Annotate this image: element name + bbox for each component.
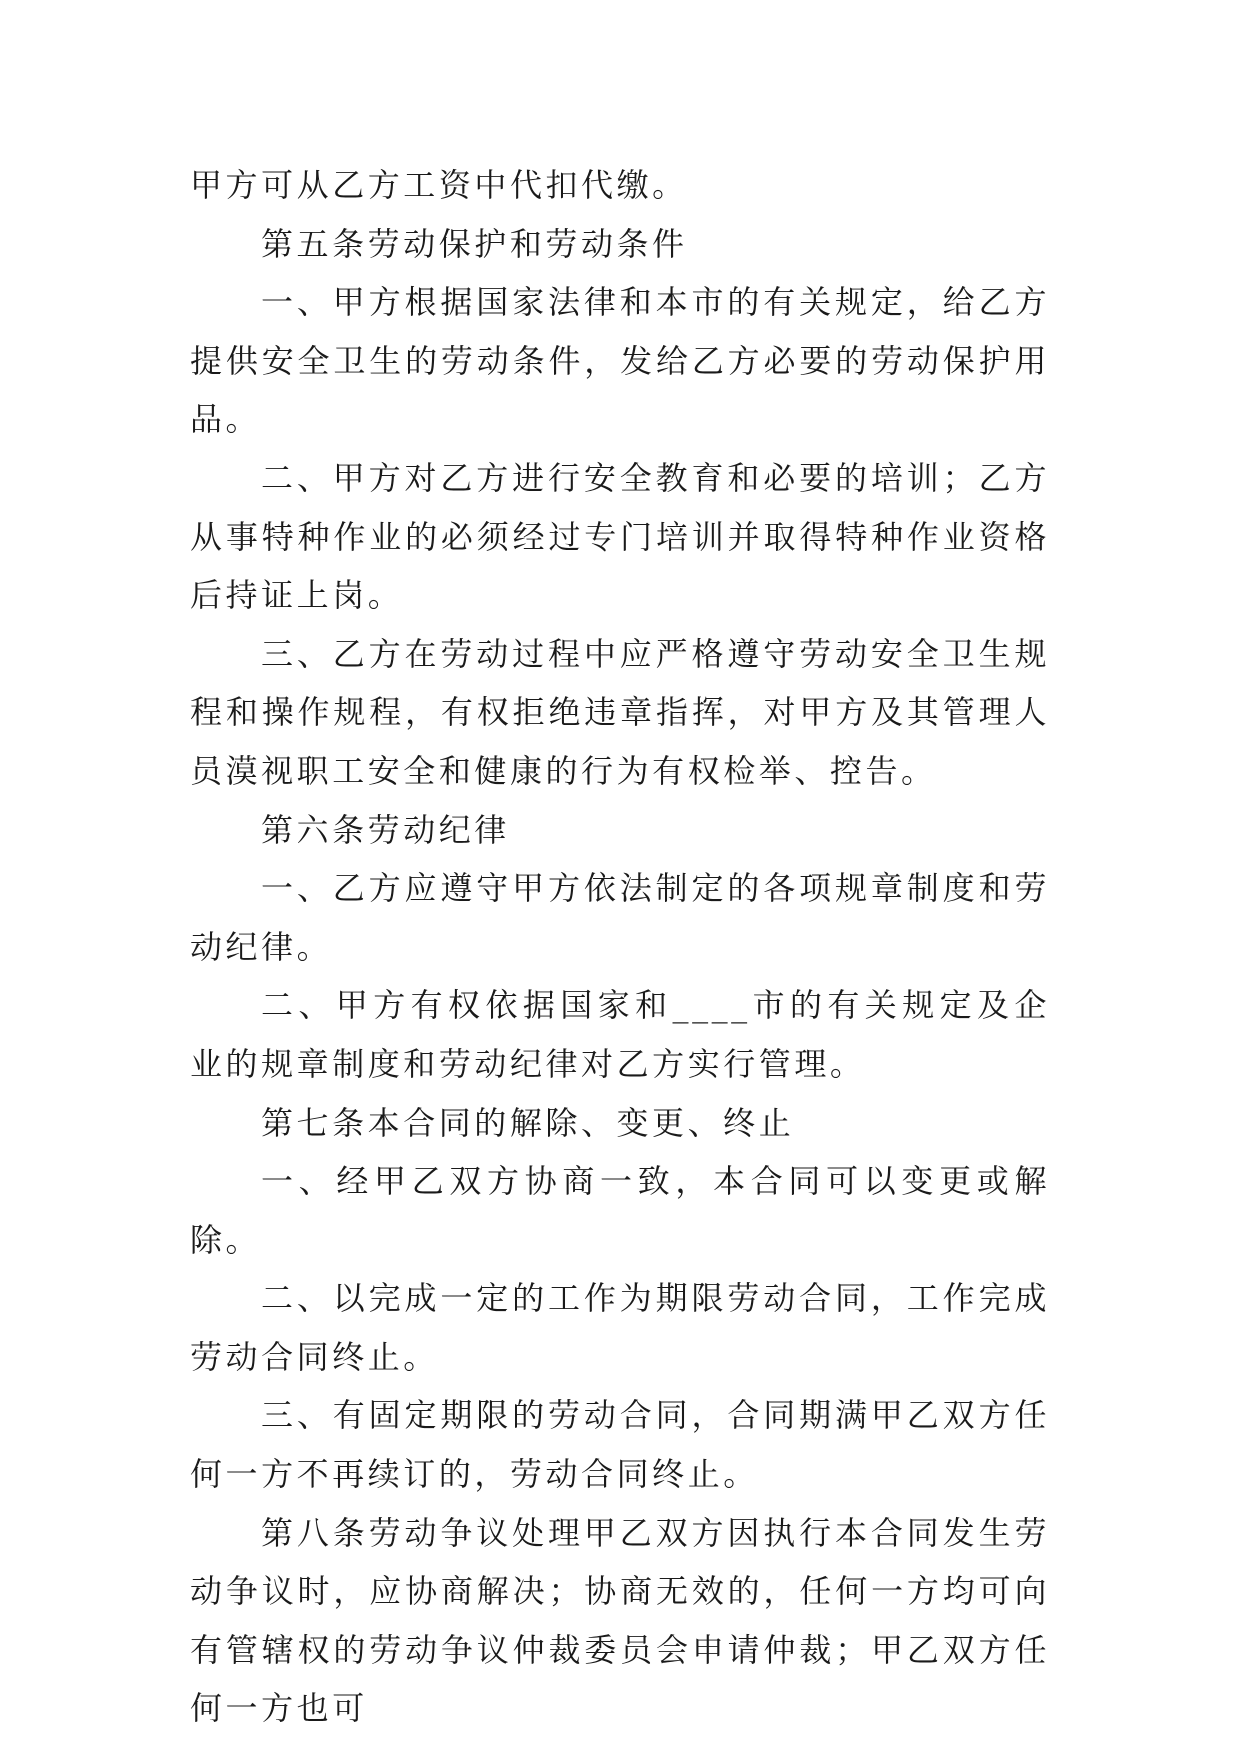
article-7-clause-2: 二、以完成一定的工作为期限劳动合同，工作完成劳动合同终止。 [190, 1279, 1050, 1376]
article-5-heading: 第五条劳动保护和劳动条件 [261, 224, 688, 263]
article-5-clause-3: 三、乙方在劳动过程中应严格遵守劳动安全卫生规程和操作规程，有权拒绝违章指挥，对甲方及其管理人员漠视职工安全和健康的行为有权检举、控告。 [190, 634, 1050, 790]
article-6-clause-1: 一、乙方应遵守甲方依法制定的各项规章制度和劳动纪律。 [190, 869, 1050, 966]
article-6-clause-2: 二、甲方有权依据国家和____市的有关规定及企业的规章制度和劳动纪律对乙方实行管理。 [190, 986, 1050, 1083]
article-7-heading: 第七条本合同的解除、变更、终止 [261, 1103, 795, 1142]
document-body [190, 156, 1050, 1738]
paragraph-continuation: 甲方可从乙方工资中代扣代缴。 [190, 166, 688, 204]
article-5-clause-2: 二、甲方对乙方进行安全教育和必要的培训；乙方从事特种作业的必须经过专门培训并取得特种作业资格后持证上岗。 [190, 458, 1050, 615]
article-8-paragraph: 第八条劳动争议处理甲乙双方因执行本合同发生劳动争议时，应协商解决；协商无效的，任何一方均可向有管辖权的劳动争议仲裁委员会申请仲裁；甲乙双方任何一方也可 [190, 1513, 1050, 1728]
article-7-clause-1: 一、经甲乙双方协商一致，本合同可以变更或解除。 [190, 1162, 1050, 1259]
article-7-clause-3: 三、有固定期限的劳动合同，合同期满甲乙双方任何一方不再续订的，劳动合同终止。 [190, 1396, 1050, 1494]
article-6-heading: 第六条劳动纪律 [261, 810, 510, 849]
article-5-clause-1: 一、甲方根据国家法律和本市的有关规定，给乙方提供安全卫生的劳动条件，发给乙方必要的劳动保护用品。 [190, 283, 1050, 439]
